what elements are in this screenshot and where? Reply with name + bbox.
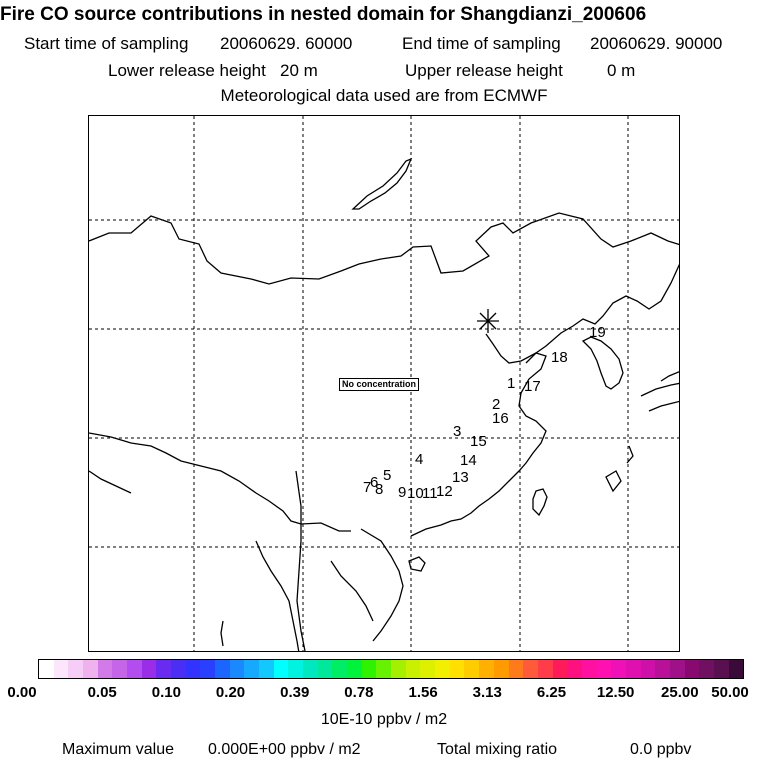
trajectory-label: 12 <box>436 483 453 500</box>
colorbar-segment <box>112 660 127 678</box>
colorbar-segment <box>655 660 670 678</box>
colorbar-segment <box>39 660 54 678</box>
colorbar-tick-label: 12.50 <box>596 684 635 701</box>
colorbar-segment <box>494 660 509 678</box>
himalaya-border <box>89 433 351 531</box>
start-time-label: Start time of sampling <box>24 34 189 53</box>
colorbar-segment <box>391 660 406 678</box>
trajectory-label: 14 <box>460 452 477 469</box>
colorbar-segment <box>582 660 597 678</box>
upper-release-value: 0 m <box>607 61 636 80</box>
colorbar-segment <box>98 660 113 678</box>
colorbar-segment <box>303 660 318 678</box>
colorbar-units: 10E-10 ppbv / m2 <box>320 711 448 728</box>
gulf-outline <box>296 471 305 651</box>
no-concentration-label: No concentration <box>339 378 419 391</box>
colorbar-segment <box>611 660 626 678</box>
hainan <box>409 557 425 571</box>
colorbar-segment <box>553 660 568 678</box>
trajectory-label: 6 <box>370 474 379 491</box>
colorbar-segment <box>685 660 700 678</box>
colorbar-segment <box>538 660 553 678</box>
colorbar-segment <box>464 660 479 678</box>
upper-release-label: Upper release height <box>405 61 563 80</box>
trajectory-label: 3 <box>453 423 462 440</box>
colorbar-segment <box>479 660 494 678</box>
colorbar <box>38 659 744 679</box>
colorbar-segment <box>288 660 303 678</box>
trajectory-label: 8 <box>375 481 384 498</box>
colorbar-segment <box>362 660 377 678</box>
colorbar-segment <box>435 660 450 678</box>
colorbar-segment <box>450 660 465 678</box>
end-time-label: End time of sampling <box>402 34 561 53</box>
colorbar-tick-label: 0.39 <box>280 684 310 701</box>
bay-bengal <box>89 471 131 493</box>
start-time-value: 20060629. 60000 <box>220 34 353 53</box>
trajectory-label: 13 <box>452 469 469 486</box>
trajectory-label: 1 <box>507 375 516 392</box>
colorbar-segment <box>347 660 362 678</box>
taiwan <box>533 489 547 515</box>
colorbar-segment <box>274 660 289 678</box>
burma-border <box>256 541 299 652</box>
colorbar-segment <box>259 660 274 678</box>
colorbar-tick-label: 1.56 <box>408 684 438 701</box>
colorbar-tick-label: 6.25 <box>536 684 567 701</box>
max-value-value: 0.000E+00 ppbv / m2 <box>208 741 361 758</box>
colorbar-tick-label: 0.10 <box>151 684 181 701</box>
colorbar-segment <box>523 660 538 678</box>
colorbar-segment <box>406 660 421 678</box>
colorbar-segment <box>597 660 612 678</box>
total-mixing-label: Total mixing ratio <box>437 741 558 758</box>
colorbar-segment <box>699 660 714 678</box>
trajectory-label: 4 <box>415 451 424 468</box>
colorbar-segment <box>68 660 83 678</box>
colorbar-segment <box>714 660 729 678</box>
colorbar-tick-label: 0.78 <box>344 684 374 701</box>
lower-release-value: 20 m <box>280 61 318 80</box>
colorbar-segment <box>420 660 435 678</box>
colorbar-tick-label: 3.13 <box>472 684 502 701</box>
colorbar-segment <box>670 660 685 678</box>
met-data-note: Meteorological data used are from ECMWF <box>220 86 548 105</box>
trajectory-label: 16 <box>492 410 509 427</box>
philippines <box>606 471 621 491</box>
manchuria-border <box>526 261 680 363</box>
colorbar-segment <box>509 660 524 678</box>
end-time-value: 20060629. 90000 <box>590 34 723 53</box>
total-mixing-value: 0.0 ppbv <box>630 741 692 758</box>
trajectory-label: 18 <box>551 349 568 366</box>
colorbar-segment <box>215 660 230 678</box>
colorbar-segment <box>186 660 201 678</box>
colorbar-segment <box>729 660 744 678</box>
trajectory-label: 9 <box>398 484 407 501</box>
colorbar-tick-label: 25.00 <box>661 684 699 701</box>
indochina-coast <box>361 529 403 641</box>
colorbar-tick-label: 0.00 <box>7 684 37 701</box>
colorbar-segment <box>54 660 69 678</box>
colorbar-segment <box>376 660 391 678</box>
colorbar-segment <box>318 660 333 678</box>
colorbar-tick-label: 50.00 <box>711 684 749 701</box>
colorbar-segment <box>127 660 142 678</box>
colorbar-tick-label: 0.05 <box>87 684 117 701</box>
trajectory-label: 17 <box>524 378 541 395</box>
trajectory-label: 2 <box>492 396 501 413</box>
max-value-label: Maximum value <box>62 741 175 758</box>
trajectory-label: 15 <box>470 433 487 450</box>
figure-title: Fire CO source contributions in nested domain for Shangdianzi_200606 <box>0 4 647 25</box>
colorbar-tick-label: 0.20 <box>215 684 246 701</box>
mongolia-border <box>89 213 680 284</box>
colorbar-segment <box>83 660 98 678</box>
trajectory-label: 19 <box>589 324 606 341</box>
colorbar-segment <box>200 660 215 678</box>
trajectory-label: 7 <box>363 479 372 496</box>
colorbar-segment <box>230 660 245 678</box>
colorbar-segment <box>171 660 186 678</box>
colorbar-segment <box>142 660 157 678</box>
colorbar-segment <box>567 660 582 678</box>
vietnam-line <box>221 621 223 646</box>
korea-peninsula <box>583 337 623 389</box>
colorbar-segment <box>626 660 641 678</box>
colorbar-segment <box>156 660 171 678</box>
trajectory-label: 10 <box>407 485 424 502</box>
japan-south <box>649 401 680 411</box>
coastlines <box>89 159 680 652</box>
colorbar-segment <box>641 660 656 678</box>
japan-kyushu <box>641 383 680 396</box>
lower-release-label: Lower release height <box>108 61 266 80</box>
thai-border <box>331 561 373 621</box>
lake-baikal <box>353 159 411 209</box>
colorbar-segment <box>244 660 259 678</box>
trajectory-label: 11 <box>422 485 438 502</box>
japan-hook <box>661 371 680 381</box>
colorbar-segment <box>332 660 347 678</box>
trajectory-label: 5 <box>383 467 392 484</box>
